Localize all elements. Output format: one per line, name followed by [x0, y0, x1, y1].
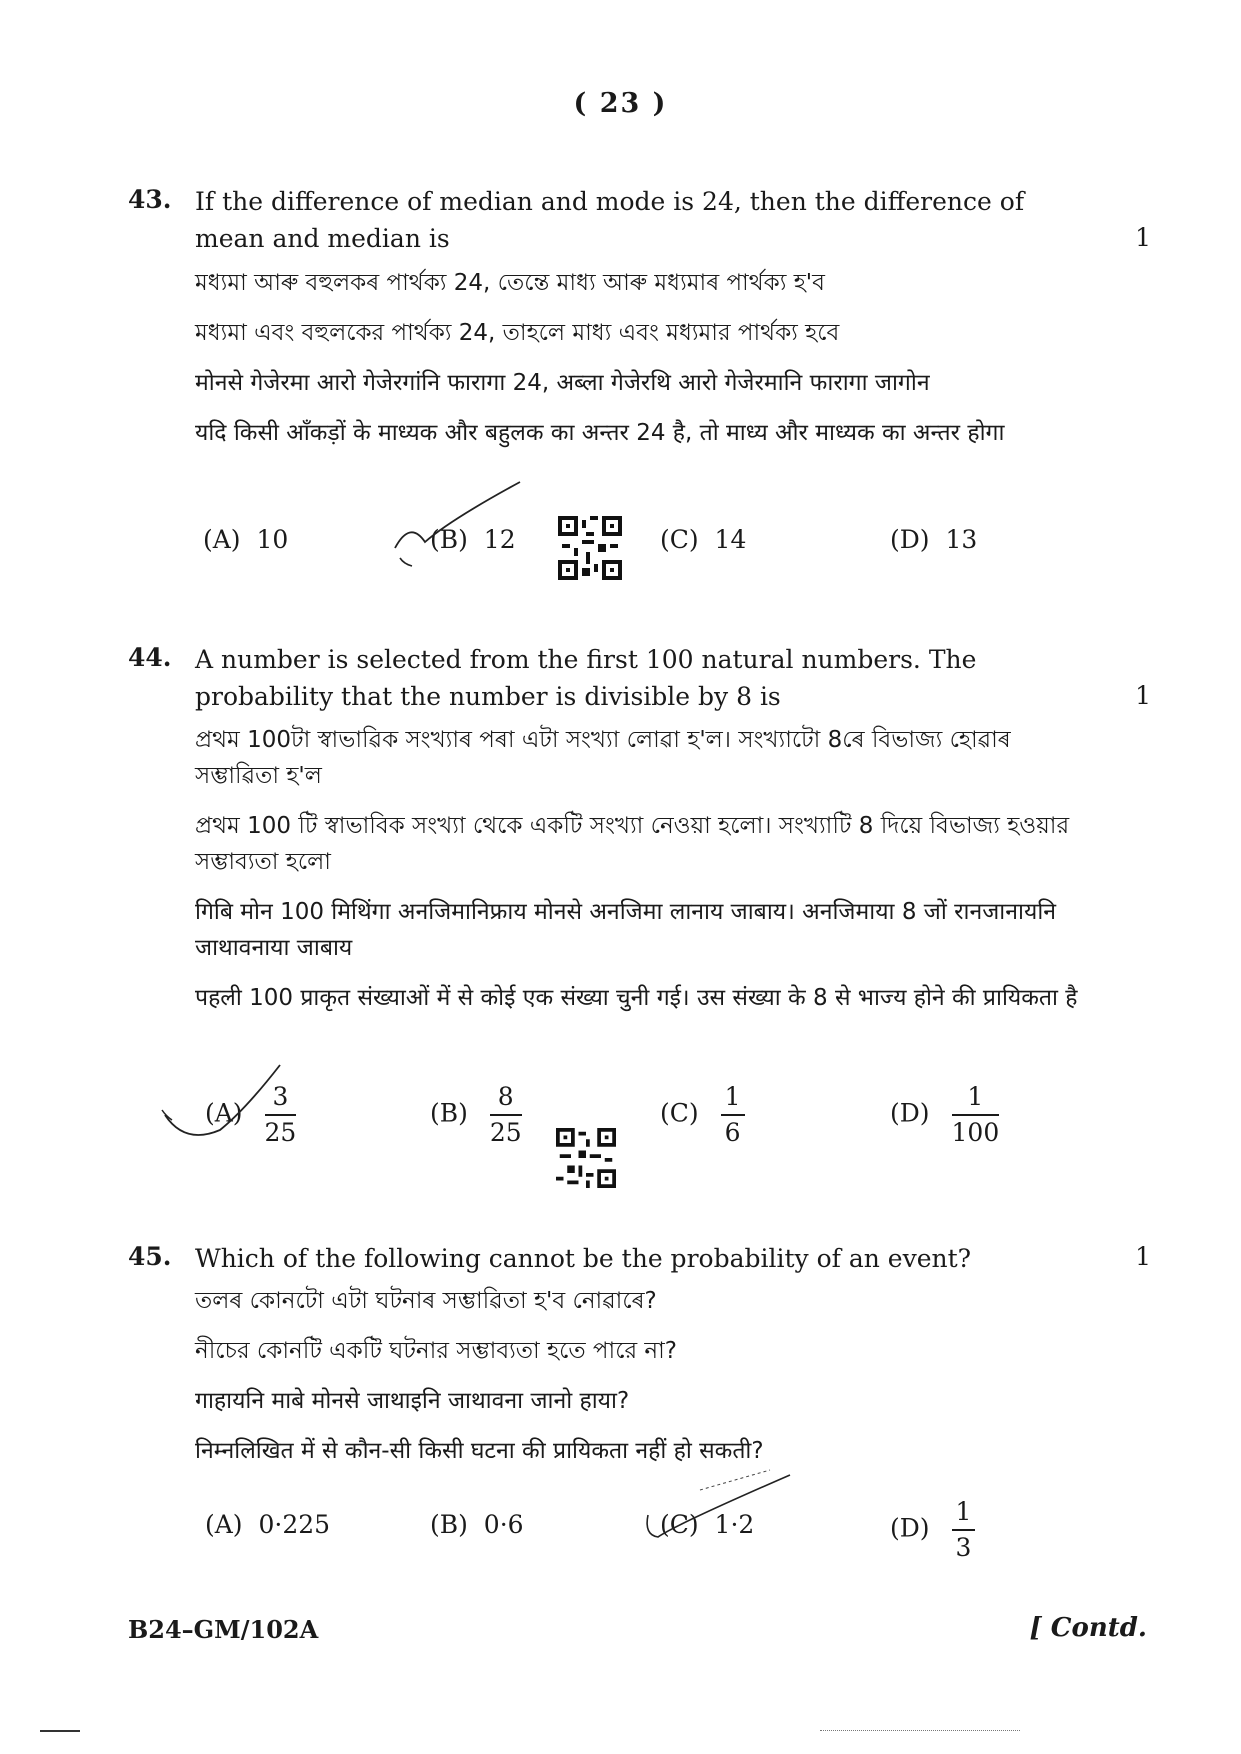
- option-label: (C): [660, 1098, 699, 1128]
- tick-mark-icon: [390, 480, 530, 580]
- denominator: 25: [264, 1118, 297, 1147]
- option-label: (B): [430, 1510, 468, 1539]
- question-44-english-line1: A number is selected from the first 100 natural numbers. The: [195, 645, 977, 674]
- question-44-marks: 1: [1135, 681, 1151, 710]
- question-43-marks: 1: [1135, 223, 1151, 252]
- option-label: (D): [890, 1513, 930, 1543]
- denominator: 25: [489, 1118, 522, 1147]
- question-44-option-b[interactable]: [430, 1082, 522, 1148]
- edge-line: [40, 1730, 80, 1732]
- question-45-english: [195, 1240, 1100, 1277]
- option-value: 1·2: [714, 1510, 755, 1539]
- numerator: 1: [952, 1082, 1000, 1116]
- question-45-assamese: তলৰ কোনটো এটা ঘটনাৰ সম্ভাৱিতা হ'ব নোৱাৰে?: [195, 1288, 657, 1314]
- question-43-assamese: মধ্যমা আৰু বহুলকৰ পাৰ্থক্য 24, তেন্তে মাধ্য আৰু মধ্যমাৰ পাৰ্থক্য হ'ব: [195, 270, 825, 296]
- question-44-number: 44.: [128, 643, 172, 672]
- numerator: 3: [265, 1082, 297, 1116]
- question-44-bengali: প্রথম 100 টি স্বাভাবিক সংখ্যা থেকে একটি সংখ্যা নেওয়া হলো। সংখ্যাটি 8 দিয়ে বিভাজ্য হওয়ার সম্ভাব্যতা হলো: [195, 813, 1070, 875]
- question-44-hindi: पहली 100 प्राकृत संख्याओं में से कोई एक संख्या चुनी गई। उस संख्या के 8 से भाज्य होने की प्रायिकता है: [195, 985, 1078, 1011]
- paper-code: B24–GM/102A: [128, 1615, 319, 1644]
- qr-code-icon: [556, 1128, 616, 1188]
- option-value: 13: [945, 525, 978, 554]
- option-label: (A): [205, 1510, 243, 1539]
- question-45-option-b[interactable]: [430, 1510, 524, 1539]
- question-44-english: [195, 641, 1100, 715]
- option-label: (D): [890, 1098, 930, 1128]
- question-43-bodo: मोनसे गेजेरमा आरो गेजेरगांनि फारागा 24, अब्ला गेजेरथि आरो गेजेरमानि फारागा जागोन: [195, 370, 930, 396]
- numerator: 8: [490, 1082, 522, 1116]
- question-44-english-line2: probability that the number is divisible by 8 is: [195, 682, 781, 711]
- question-44-bodo: गिबि मोन 100 मिथिंगा अनजिमानिफ्राय मोनसे अनजिमा लानाय जाबाय। अनजिमाया 8 जों रानजानायनि जाथावनाया जाबाय: [195, 899, 1057, 961]
- edge-dotted-line: [820, 1730, 1020, 1731]
- question-45-bengali: নীচের কোনটি একটি ঘটনার সম্ভাব্যতা হতে পারে না?: [195, 1338, 678, 1364]
- question-44-option-d[interactable]: [890, 1082, 999, 1148]
- question-45-number: 45.: [128, 1242, 172, 1271]
- tick-mark-icon: [640, 1465, 800, 1550]
- option-value: 0·6: [483, 1510, 524, 1539]
- fraction: [952, 1082, 1000, 1148]
- question-45-english-line1: Which of the following cannot be the probability of an event?: [195, 1244, 972, 1273]
- question-45-option-d[interactable]: [890, 1497, 975, 1563]
- question-44-option-c[interactable]: [660, 1082, 745, 1148]
- option-value: 10: [256, 525, 289, 554]
- question-43-option-c[interactable]: [660, 525, 746, 554]
- option-label: (B): [430, 525, 468, 554]
- continued-label: [ Contd.: [1029, 1613, 1147, 1643]
- option-label: (C): [660, 525, 699, 554]
- question-45-marks: 1: [1135, 1242, 1151, 1271]
- option-value: 0·225: [258, 1510, 331, 1539]
- option-label: (D): [890, 525, 930, 554]
- option-label: (B): [430, 1098, 468, 1128]
- question-43-option-d[interactable]: [890, 525, 977, 554]
- question-45-bodo: गाहायनि माबे मोनसे जाथाइनि जाथावना जानो हाया?: [195, 1388, 630, 1414]
- option-value: 14: [714, 525, 747, 554]
- numerator: 1: [721, 1082, 745, 1116]
- question-43-english-line2: mean and median is: [195, 224, 450, 253]
- question-45-option-a[interactable]: [205, 1510, 330, 1539]
- fraction: [952, 1497, 976, 1563]
- question-43-option-a[interactable]: [203, 525, 288, 554]
- question-44-assamese: প্ৰথম 100টা স্বাভাৱিক সংখ্যাৰ পৰা এটা সংখ্যা লোৱা হ'ল। সংখ্যাটো 8ৰে বিভাজ্য হোৱাৰ সম্ভাৱিতা হ'ল: [195, 727, 1011, 789]
- question-43-bengali: মধ্যমা এবং বহুলকের পার্থক্য 24, তাহলে মাধ্য এবং মধ্যমার পার্থক্য হবে: [195, 320, 840, 346]
- option-label: (C): [660, 1510, 699, 1539]
- page-number: ( 23 ): [573, 88, 668, 119]
- denominator: 3: [955, 1533, 972, 1562]
- question-43-number: 43.: [128, 185, 172, 214]
- tick-mark-icon: [160, 1060, 300, 1150]
- denominator: 6: [724, 1118, 741, 1147]
- fraction: [490, 1082, 522, 1148]
- question-43-english-line1: If the difference of median and mode is 24, then the difference of: [195, 187, 1025, 216]
- numerator: 1: [952, 1497, 976, 1531]
- option-label: (A): [203, 525, 241, 554]
- option-label: (A): [205, 1098, 243, 1128]
- question-43-hindi: यदि किसी आँकड़ों के माध्यक और बहुलक का अन्तर 24 है, तो माध्य और माध्यक का अन्तर होगा: [195, 420, 1005, 446]
- option-value: 12: [483, 525, 516, 554]
- denominator: 100: [951, 1118, 1000, 1147]
- fraction: [721, 1082, 745, 1148]
- qr-code-icon: [558, 516, 622, 580]
- question-45-hindi: निम्नलिखित में से कौन-सी किसी घटना की प्रायिकता नहीं हो सकती?: [195, 1438, 764, 1464]
- question-43-english: [195, 183, 1100, 257]
